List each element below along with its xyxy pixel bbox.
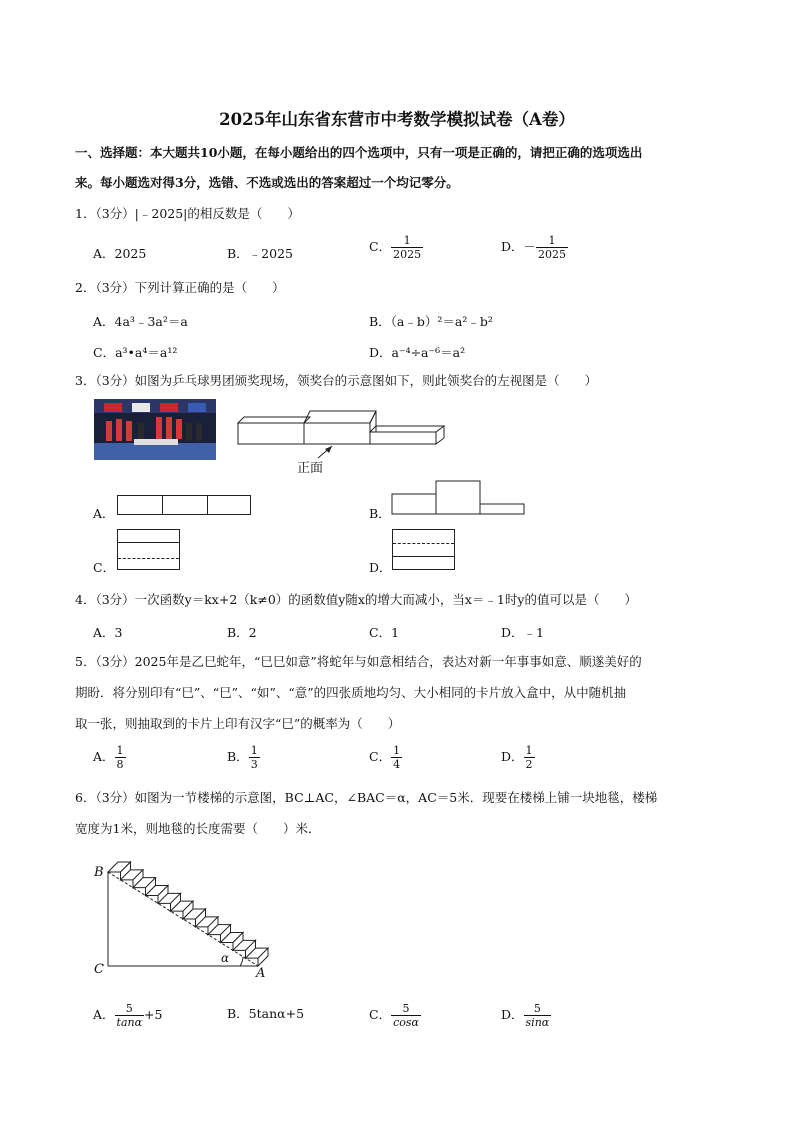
award-ceremony-photo (94, 399, 216, 460)
q6-option-c: C． $\frac{5}{\cos\alpha}$ (369, 1002, 419, 1029)
q2-stem: 2．（3分）下列计算正确的是（ ） (75, 280, 285, 295)
q3-option-b: B． (369, 506, 391, 521)
q3-option-d-figure (392, 529, 455, 570)
q2-option-d: D．a⁻⁴÷a⁻⁶＝a² (369, 345, 466, 360)
q3-option-a: A． (93, 506, 115, 521)
q6-option-a: A． $\frac{5}{\tan\alpha}$ +5 (93, 1002, 163, 1029)
q2-option-b: B．（a﹣b）²＝a²﹣b² (369, 314, 493, 329)
section-instruction-line2: 来。每小题选对得3分，选错、不选或选出的答案超过一个均记零分。 (75, 175, 459, 190)
q1-stem: 1．（3分）|﹣2025|的相反数是（ ） (75, 206, 300, 221)
label-point-b: B (94, 865, 104, 880)
q6-stem-line2: 宽度为1米，则地毯的长度需要（ ）米． (75, 821, 321, 836)
q3-option-c-figure (117, 529, 180, 570)
q5-option-d: D． $\frac{1}{2}$ (501, 744, 533, 771)
q3-option-a-figure (117, 495, 251, 515)
section-instruction-line1: 一、选择题：本大题共10小题，在每小题给出的四个选项中，只有一项是正确的，请把正确的选项选出 (75, 145, 643, 160)
q1-option-c: C． $\frac{1}{2025}$ (369, 234, 422, 261)
q2-option-a: A．4a³﹣3a²＝a (93, 314, 188, 329)
q6-option-b: B．5tanα+5 (227, 1006, 305, 1021)
q3-option-c: C． (93, 560, 116, 575)
label-point-a: A (256, 966, 266, 981)
podium-diagram (236, 406, 448, 476)
q5-stem-line2: 期盼．将分别印有“巳”、“巳”、“如”、“意”的四张质地均匀、大小相同的卡片放入盒中，从中随机抽 (75, 685, 627, 700)
label-point-c: C (94, 962, 104, 977)
q4-option-a: A．3 (93, 625, 123, 640)
q5-option-b: B． $\frac{1}{3}$ (227, 744, 258, 771)
q1-option-a: A．2025 (93, 246, 147, 261)
q3-option-b-figure (391, 480, 527, 516)
page-title: 2025年山东省东营市中考数学模拟试卷（A卷） (219, 110, 575, 129)
q2-option-c: C．a³•a⁴＝a¹² (93, 345, 178, 360)
podium-front-label: 正面 (297, 461, 324, 476)
q3-stem: 3．（3分）如图为乒乓球男团颁奖现场，领奖台的示意图如下，则此领奖台的左视图是（ ） (75, 373, 598, 388)
q4-stem: 4．（3分）一次函数y＝kx+2（k≠0）的函数值y随x的增大而减小，当x＝﹣1时y的值可以是（ ） (75, 592, 637, 607)
staircase-diagram (90, 848, 280, 980)
label-angle-alpha: α (221, 951, 230, 965)
q5-option-c: C． $\frac{1}{4}$ (369, 744, 401, 771)
q1-option-d: D．－ $\frac{1}{2025}$ (501, 234, 567, 261)
q1-option-b: B．﹣2025 (227, 246, 293, 261)
q4-option-c: C．1 (369, 625, 400, 640)
q3-option-d: D． (369, 560, 392, 575)
q4-option-d: D．﹣1 (501, 625, 544, 640)
q6-stem-line1: 6．（3分）如图为一节楼梯的示意图，BC⊥AC，∠BAC＝α，AC＝5米．现要在楼梯上铺一块地毯，楼梯 (75, 790, 658, 805)
q5-option-a: A． $\frac{1}{8}$ (93, 744, 124, 771)
q5-stem-line3: 取一张，则抽取到的卡片上印有汉字“巳”的概率为（ ） (75, 716, 401, 731)
q6-option-d: D． $\frac{5}{\sin\alpha}$ (501, 1002, 550, 1029)
q4-option-b: B．2 (227, 625, 257, 640)
q5-stem-line1: 5．（3分）2025年是乙巳蛇年，“巳巳如意”将蛇年与如意相结合，表达对新一年事事如意、顺遂美好的 (75, 654, 642, 669)
